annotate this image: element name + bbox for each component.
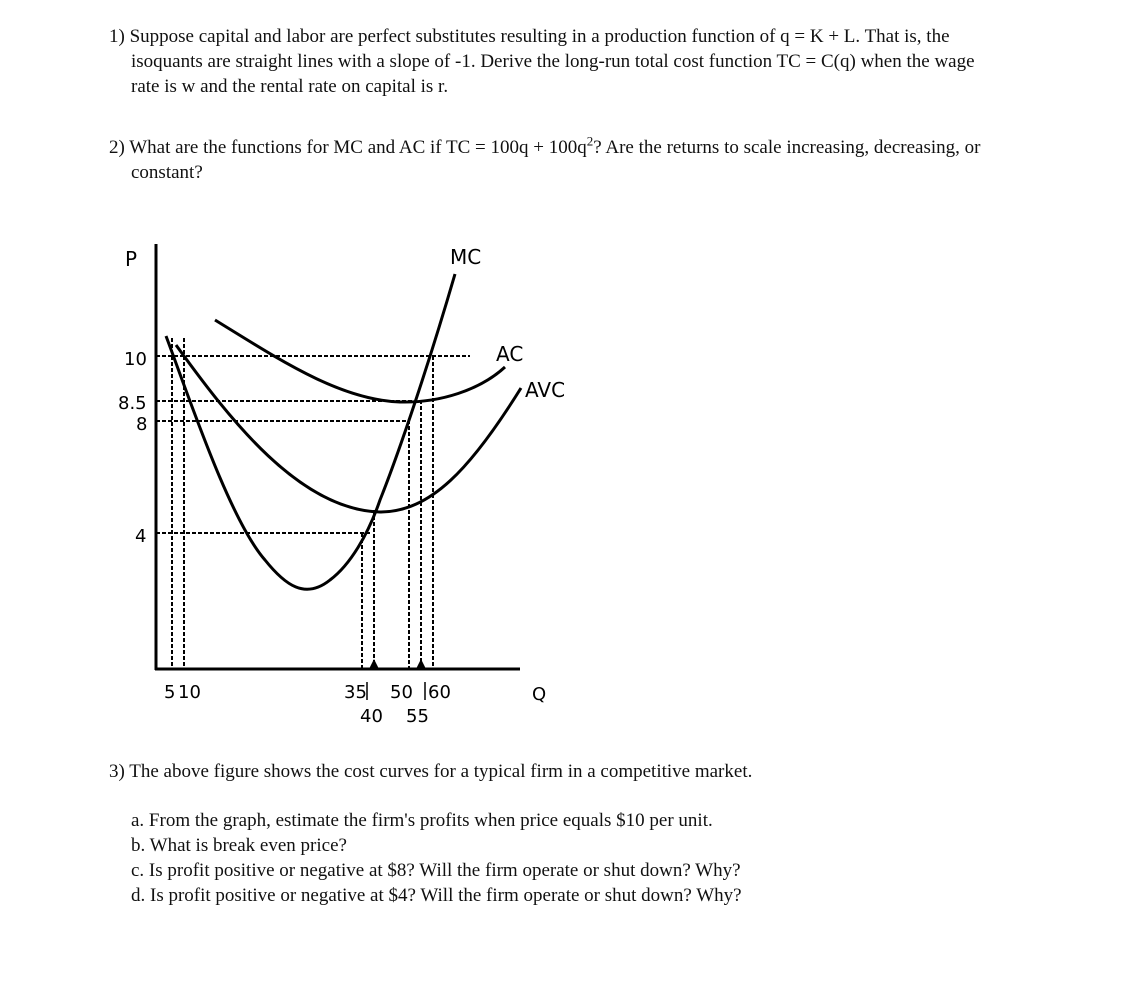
x-tick-60: 60 bbox=[428, 682, 451, 703]
mc-curve bbox=[166, 274, 455, 589]
question-2-line-1a: What are the functions for MC and AC if TC = 100q + 100q bbox=[129, 137, 587, 158]
question-1-line-2: isoquants are straight lines with a slope of -1. Derive the long-run total cost function TC = C(q) when the wage bbox=[131, 51, 975, 72]
question-2 bbox=[109, 135, 1079, 185]
y-tick-4: 4 bbox=[135, 526, 147, 547]
y-tick-10: 10 bbox=[124, 349, 147, 370]
question-2-line-1b: ? Are the returns to scale increasing, decreasing, or bbox=[593, 137, 981, 158]
y-axis-label: P bbox=[125, 247, 138, 271]
question-2-line-2: constant? bbox=[131, 162, 203, 183]
x-tick-5: 5 bbox=[164, 682, 176, 703]
y-tick-8-5: 8.5 bbox=[118, 393, 147, 414]
avc-curve bbox=[176, 345, 521, 512]
cost-curves-chart bbox=[100, 225, 600, 725]
x-tick-55: 55 bbox=[406, 706, 429, 725]
y-tick-8: 8 bbox=[136, 414, 148, 435]
x-axis-label: Q bbox=[532, 684, 547, 705]
dashed-guides bbox=[156, 338, 470, 669]
mc-label: MC bbox=[450, 245, 482, 269]
question-1-line-3: rate is w and the rental rate on capital is r. bbox=[131, 76, 449, 97]
part-b: b. What is break even price? bbox=[131, 835, 347, 856]
part-d: d. Is profit positive or negative at $4? Will the firm operate or shut down? Why? bbox=[131, 885, 742, 906]
arrow-q40 bbox=[369, 659, 379, 669]
x-tick-35: 35 bbox=[344, 682, 367, 703]
question-1 bbox=[109, 24, 1079, 99]
question-2-number: 2) bbox=[109, 137, 125, 158]
x-tick-10: 10 bbox=[178, 682, 201, 703]
question-1-number: 1) bbox=[109, 26, 125, 47]
part-c: c. Is profit positive or negative at $8? Will the firm operate or shut down? Why? bbox=[131, 860, 741, 881]
x-tick-50: 50 bbox=[390, 682, 413, 703]
avc-label: AVC bbox=[525, 378, 566, 402]
ac-curve bbox=[215, 320, 505, 402]
question-3-text: The above figure shows the cost curves for a typical firm in a competitive market. bbox=[129, 761, 753, 782]
x-tick-40: 40 bbox=[360, 706, 383, 725]
question-3 bbox=[109, 759, 1079, 784]
question-3-parts bbox=[131, 808, 742, 908]
part-a: a. From the graph, estimate the firm's profits when price equals $10 per unit. bbox=[131, 810, 713, 831]
arrow-q55 bbox=[416, 659, 426, 669]
question-3-number: 3) bbox=[109, 761, 125, 782]
question-1-line-1: Suppose capital and labor are perfect substitutes resulting in a production function of q = K + L. That is, the bbox=[129, 26, 950, 47]
ac-label: AC bbox=[496, 342, 524, 366]
question-2-exponent: 2 bbox=[586, 133, 594, 149]
